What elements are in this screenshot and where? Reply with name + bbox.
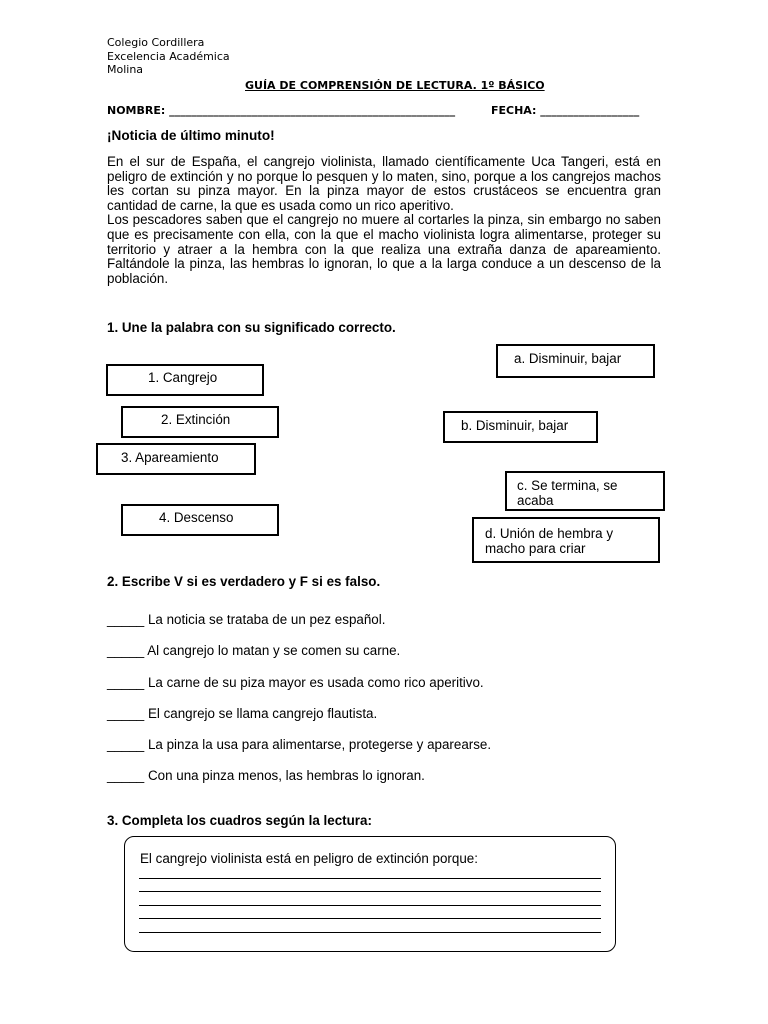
school-name: Colegio Cordillera (107, 36, 205, 49)
meaning-label: b. Disminuir, bajar (461, 418, 569, 433)
reading-paragraph-2: Los pescadores saben que el cangrejo no muere al cortarles la pinza, sin embargo no saben que es precisamente con ella, con la que el macho violinista logra alimentarse, proteger su territorio y atraer a la hembra con la que realiza una extraña danza de apareamiento. Faltándole la pinza, las hembras lo ignoran, lo que a la larga conduce a un descenso de la población. (107, 212, 661, 286)
reading-title: ¡Noticia de último minuto! (107, 128, 275, 143)
statement-2: _____ Al cangrejo lo matan y se comen su carne. (107, 643, 401, 658)
answer-lines (139, 865, 601, 933)
word-box-1 (106, 364, 264, 396)
word-label: 1. Cangrejo (148, 370, 218, 385)
question-1-title: 1. Une la palabra con su significado correcto. (107, 320, 396, 335)
word-label: 3. Apareamiento (121, 450, 219, 465)
answer-line (139, 865, 601, 879)
meaning-label: c. Se termina, se acaba (517, 478, 618, 508)
meaning-box-d (472, 517, 660, 563)
reading-paragraph-1: En el sur de España, el cangrejo violinista, llamado científicamente Uca Tangeri, está en peligro de extinción y no porque lo pesquen y lo maten, sino, porque a los cangrejos machos les cortan su pinza mayor. En la pinza mayor de estos crustáceos se encuentra gran cantidad de carne, la que es usada como un rico aperitivo. (107, 154, 661, 213)
word-label: 2. Extinción (161, 412, 231, 427)
meaning-label: d. Unión de hembra y macho para criar (485, 526, 614, 556)
reading-text (107, 155, 661, 286)
statement-3: _____ La carne de su piza mayor es usada como rico aperitivo. (107, 675, 484, 690)
word-box-3 (96, 443, 256, 475)
date-field: FECHA: __________________ (491, 104, 640, 117)
question-2-title: 2. Escribe V si es verdadero y F si es falso. (107, 574, 381, 589)
answer-line (139, 892, 601, 906)
meaning-label: a. Disminuir, bajar (514, 351, 622, 366)
word-box-4 (121, 504, 279, 536)
answer-line (139, 919, 601, 933)
statement-4: _____ El cangrejo se llama cangrejo flautista. (107, 706, 378, 721)
answer-line (139, 879, 601, 893)
statement-1: _____ La noticia se trataba de un pez español. (107, 612, 386, 627)
answer-prompt: El cangrejo violinista está en peligro de extinción porque: (140, 851, 478, 866)
name-field: NOMBRE: ____________________________________________________ (107, 104, 456, 117)
school-motto: Excelencia Académica (107, 50, 230, 63)
statement-5: _____ La pinza la usa para alimentarse, protegerse y aparearse. (107, 737, 492, 752)
question-3-title: 3. Completa los cuadros según la lectura: (107, 813, 372, 828)
school-location: Molina (107, 63, 144, 76)
answer-line (139, 906, 601, 920)
statement-6: _____ Con una pinza menos, las hembras lo ignoran. (107, 768, 425, 783)
guide-title: GUÍA DE COMPRENSIÓN DE LECTURA. 1º BÁSICO (245, 79, 545, 92)
word-box-2 (121, 406, 279, 438)
answer-box (124, 836, 616, 952)
meaning-box-a (496, 344, 655, 378)
meaning-box-b (443, 411, 598, 443)
word-label: 4. Descenso (159, 510, 234, 525)
meaning-box-c (505, 471, 665, 511)
